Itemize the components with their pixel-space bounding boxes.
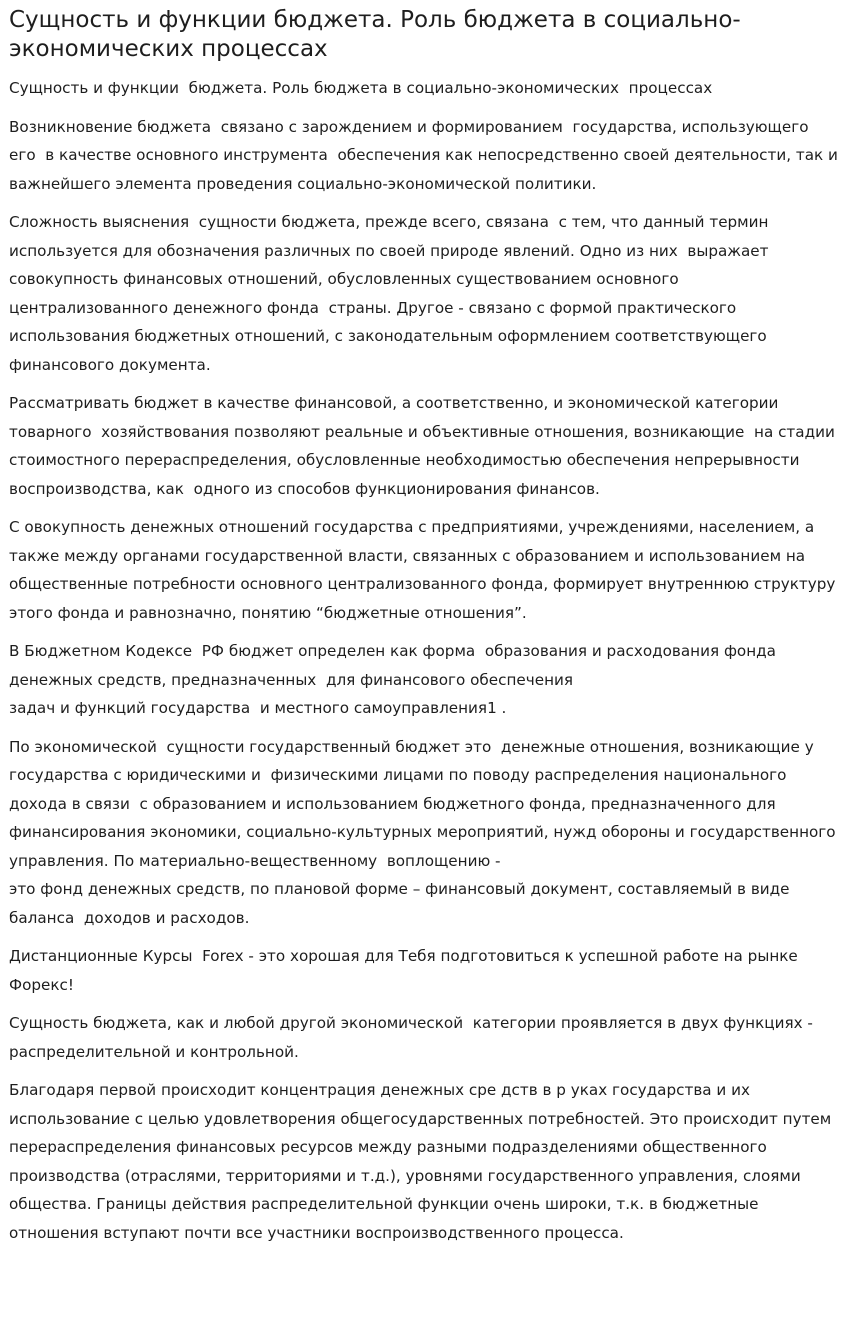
paragraph-budget-code: В Бюджетном Кодексе РФ бюджет определен как форма образования и расходования фонда денежных средств, предназначенных для финансового обеспечения задач и функций государства и местного самоуправления1 .: [9, 642, 776, 717]
page-title: Сущность и функции бюджета. Роль бюджета в социально-экономических процессах: [9, 7, 741, 62]
paragraph-complexity: Сложность выяснения сущности бюджета, прежде всего, связана с тем, что данный термин используется для обозначения различных по своей природе явлений. Одно из них выражает совокупность финансовых отношений, обусловленных существованием основного централизованного денежного фонда страны. Другое - связано с формой практического использования бюджетных отношений, с законодательным оформлением соответствующего финансового документа.: [9, 213, 774, 374]
paragraph-relations: С овокупность денежных отношений государства с предприятиями, учреждениями, населением, а также между органами государственной власти, связанных с образованием и использованием на общественные потребности основного централизованного фонда, формирует внутреннюю структуру этого фонда и равнозначно, понятию “бюджетные отношения”.: [9, 518, 841, 622]
article-subtitle: Сущность и функции бюджета. Роль бюджета в социально-экономических процессах: [9, 79, 713, 97]
paragraph-economic-essence: По экономической сущности государственный бюджет это денежные отношения, возникающие у государства с юридическими и физическими лицами по поводу распределения национального дохода в связи с образованием и использованием бюджетного фонда, предназначенного для финансирования экономики, социально-культурных мероприятий, нужд обороны и государственного управления. По материально-вещественному воплощению - это фонд денежных средств, по плановой форме – финансовый документ, составляемый в виде баланса доходов и расходов.: [9, 737, 836, 927]
paragraph-functions: Сущность бюджета, как и любой другой экономической категории проявляется в двух функциях - распределительной и контрольной.: [9, 1014, 818, 1061]
article-body: [9, 74, 843, 1247]
paragraph-category: Рассматривать бюджет в качестве финансовой, а соответственно, и экономической категории товарного хозяйствования позволяют реальные и объективные отношения, возникающие на стадии стоимостного перераспределения, обусловленные необходимостью обеспечения непрерывности воспроизводства, как одного из способов функционирования финансов.: [9, 394, 840, 498]
paragraph-distribution: Благодаря первой происходит концентрация денежных сре дств в р уках государства и их использование с целью удовлетворения общегосударственных потребностей. Это происходит путем перераспределения финансовых ресурсов между разными подразделениями общественного производства (отраслями, территориями и т.д.), уровнями государственного управления, слоями общества. Границы действия распределительной функции очень широки, т.к. в бюджетные отношения вступают почти все участники воспроизводственного процесса.: [9, 1081, 837, 1242]
paragraph-origin: Возникновение бюджета связано с зарождением и формированием государства, использующего его в качестве основного инструмента обеспечения как непосредственно своей деятельности, так и важнейшего элемента проведения социально-экономической политики.: [9, 117, 843, 193]
paragraph-forex-ad: Дистанционные Курсы Forex - это хорошая для Тебя подготовиться к успешной работе на рынке Форекс!: [9, 947, 803, 994]
